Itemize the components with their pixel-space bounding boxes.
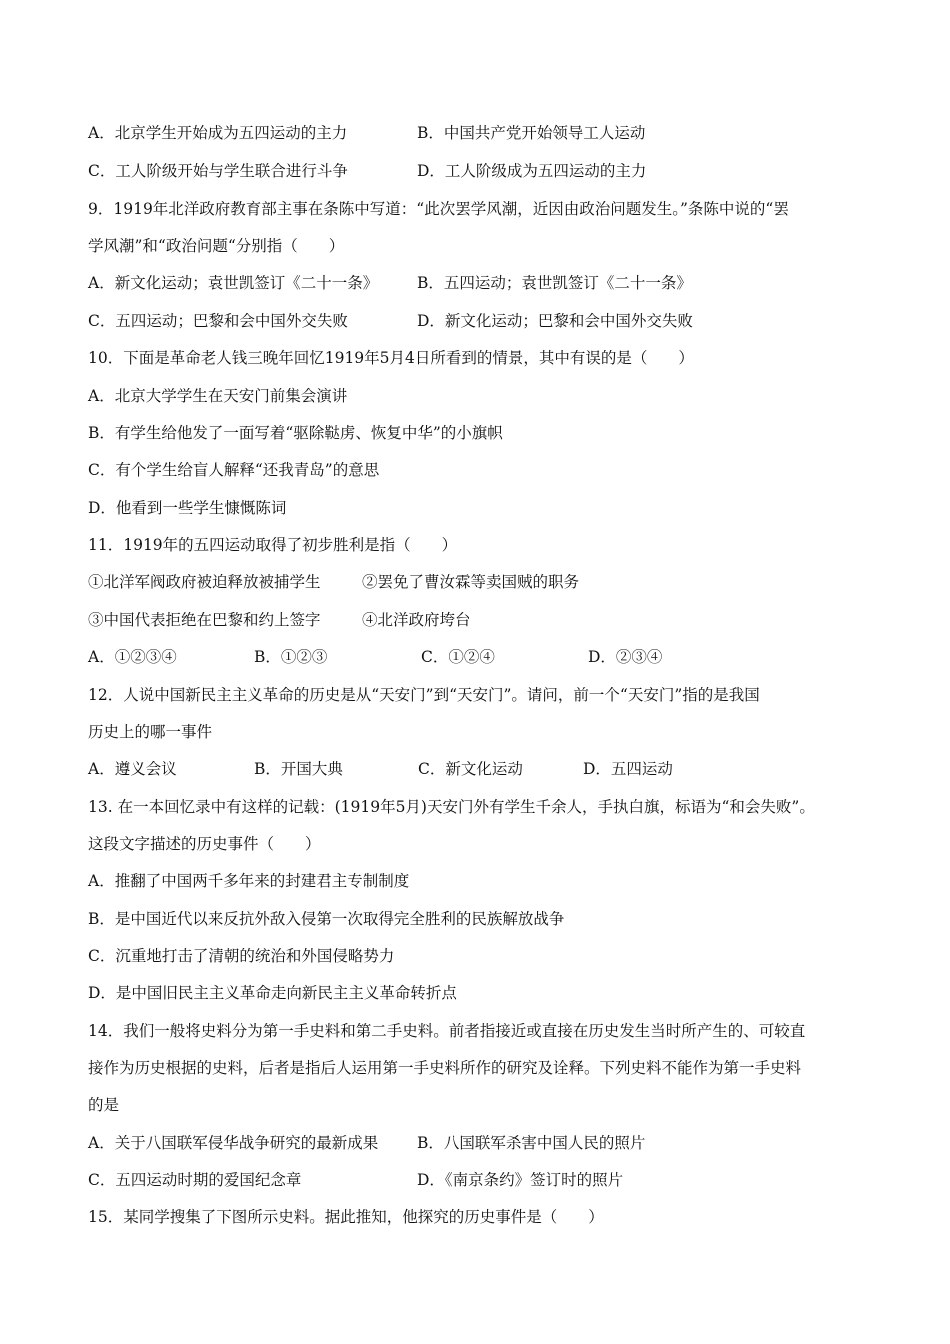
q11-option-b: B．①②③ <box>254 648 328 666</box>
q13-stem-line-2: 这段文字描述的历史事件（ ） <box>88 835 321 853</box>
q9-option-d: D．新文化运动；巴黎和会中国外交失败 <box>417 312 693 330</box>
q10-option-c: C．有个学生给盲人解释“还我青岛”的意思 <box>88 461 380 479</box>
q14-stem-line-1: 14．我们一般将史料分为第一手史料和第二手史料。前者指接近或直接在历史发生当时所产生的、可较直 <box>88 1022 806 1040</box>
q8-option-c: C．工人阶级开始与学生联合进行斗争 <box>88 162 348 180</box>
q9-option-c: C．五四运动；巴黎和会中国外交失败 <box>88 312 348 330</box>
q8-option-d: D．工人阶级成为五四运动的主力 <box>417 162 647 180</box>
q13-option-c: C．沉重地打击了清朝的统治和外国侵略势力 <box>88 947 395 965</box>
q13-stem-line-1: 13. 在一本回忆录中有这样的记载：(1919年5月)天安门外有学生千余人，手执白旗，标语为“和会失败”。 <box>88 798 815 816</box>
q11-items-row-2 <box>88 610 471 630</box>
q12-stem-line-2: 历史上的哪一事件 <box>88 723 213 741</box>
q9-options-row-2 <box>88 311 693 331</box>
q12-option-b: B．开国大典 <box>254 760 343 778</box>
q12-option-d: D．五四运动 <box>583 760 673 778</box>
q13-option-b: B．是中国近代以来反抗外敌入侵第一次取得完全胜利的民族解放战争 <box>88 910 565 928</box>
q13-option-d: D．是中国旧民主主义革命走向新民主主义革命转折点 <box>88 984 457 1002</box>
q9-option-a: A．新文化运动；袁世凯签订《二十一条》 <box>88 274 379 292</box>
q11-items-row-1 <box>88 572 580 592</box>
q11-item-2: ②罢免了曹汝霖等卖国贼的职务 <box>362 573 580 591</box>
q11-option-d: D．②③④ <box>588 648 663 666</box>
q8-options-row-2 <box>88 161 647 181</box>
q11-item-4: ④北洋政府垮台 <box>362 611 471 629</box>
q8-option-a: A．北京学生开始成为五四运动的主力 <box>88 124 348 142</box>
q9-stem-line-2: 学风潮”和“政治问题“分别指（ ） <box>88 237 345 255</box>
q14-options-row-1 <box>88 1133 646 1153</box>
q11-option-c: C．①②④ <box>421 648 495 666</box>
q10-option-b: B．有学生给他发了一面写着“驱除鞑虏、恢复中华”的小旗帜 <box>88 424 503 442</box>
q9-options-row-1 <box>88 273 692 293</box>
q8-options-row-1 <box>88 123 646 143</box>
q9-option-b: B．五四运动；袁世凯签订《二十一条》 <box>417 274 692 292</box>
q11-item-3: ③中国代表拒绝在巴黎和约上签字 <box>88 611 321 629</box>
q11-option-a: A．①②③④ <box>88 648 177 666</box>
q14-option-b: B．八国联军杀害中国人民的照片 <box>417 1134 646 1152</box>
q11-stem: 11．1919年的五四运动取得了初步胜利是指（ ） <box>88 536 458 554</box>
q10-option-d: D．他看到一些学生慷慨陈词 <box>88 499 287 517</box>
q8-option-b: B．中国共产党开始领导工人运动 <box>417 124 646 142</box>
q14-options-row-2 <box>88 1170 624 1190</box>
q11-item-1: ①北洋军阀政府被迫释放被捕学生 <box>88 573 321 591</box>
q14-option-d: D．《南京条约》签订时的照片 <box>417 1171 624 1189</box>
q12-stem-line-1: 12．人说中国新民主主义革命的历史是从“天安门”到“天安门”。请问，前一个“天安门”指的是我国 <box>88 686 760 704</box>
q10-option-a: A．北京大学学生在天安门前集会演讲 <box>88 387 348 405</box>
q9-stem-line-1: 9．1919年北洋政府教育部主事在条陈中写道：“此次罢学风潮，近因由政治问题发生。”条陈中说的“罢 <box>88 200 789 218</box>
q12-option-c: C．新文化运动 <box>418 760 523 778</box>
q14-option-c: C．五四运动时期的爱国纪念章 <box>88 1171 302 1189</box>
q12-option-a: A．遵义会议 <box>88 760 177 778</box>
q13-option-a: A．推翻了中国两千多年来的封建君主专制制度 <box>88 872 410 890</box>
q15-stem: 15．某同学搜集了下图所示史料。据此推知，他探究的历史事件是（ ） <box>88 1208 604 1226</box>
q14-stem-line-2: 接作为历史根据的史料，后者是指后人运用第一手史料所作的研究及诠释。下列史料不能作为第一手史料 <box>88 1059 802 1077</box>
q14-option-a: A．关于八国联军侵华战争研究的最新成果 <box>88 1134 379 1152</box>
q14-stem-line-3: 的是 <box>88 1096 120 1114</box>
q10-stem: 10．下面是革命老人钱三晚年回忆1919年5月4日所看到的情景，其中有误的是（ ） <box>88 349 694 367</box>
